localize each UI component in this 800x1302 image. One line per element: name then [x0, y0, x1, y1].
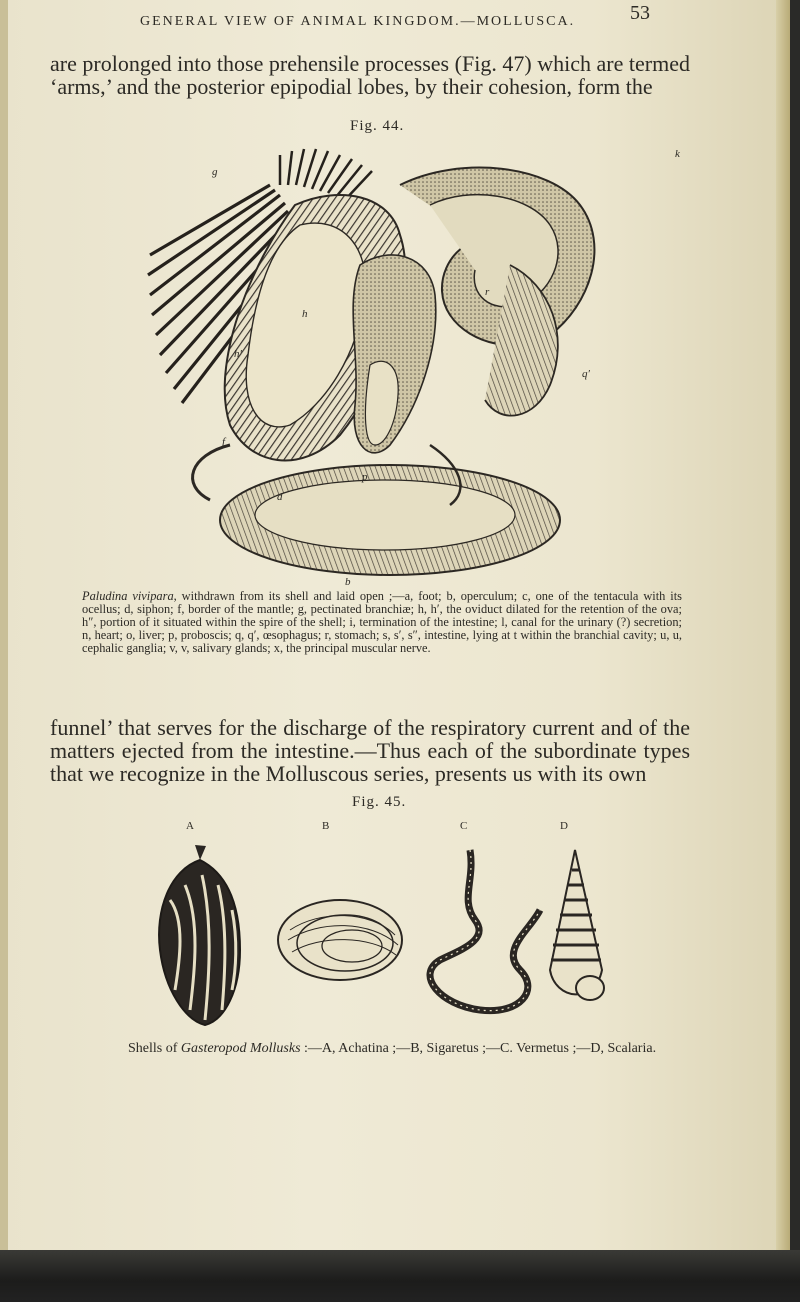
running-head: GENERAL VIEW OF ANIMAL KINGDOM.—MOLLUSCA.: [140, 14, 576, 29]
caption-species: Paludina vivipara: [82, 589, 174, 603]
shell-letter-b: B: [322, 820, 330, 832]
book-binding-edge: [0, 1250, 800, 1302]
figure-44-caption: [82, 590, 682, 655]
caption-body: , withdrawn from its shell and laid open ;—a, foot; b, operculum; c, one of the tentacula with its ocellus; d, siphon; f, border of the mantle; g, pectinated branchiæ; h, h′, the oviduct dilated for the retention of the ova; h″, portion of it situated within the spire of the shell; i, termination of the intestine; l, canal for the urinary (?) secretion; n, heart; o, liver; p, proboscis; q, q′, œsophagus; r, stomach; s, s′, s″, intestine, lying at t within the branchial cavity; u, u, cephalic ganglia; v, v, salivary glands; x, the principal muscular nerve.: [82, 589, 682, 655]
intro-paragraph: are prolonged into those prehensile processes (Fig. 47) which are termed ‘arms,’ and the posterior epipodial lobes, by their cohesion, form the: [50, 51, 690, 99]
figure-45-caption: [128, 1041, 728, 1057]
shell-letter-d: D: [560, 820, 568, 832]
fig44-letter-p: p: [362, 471, 368, 483]
figure-44-label: Fig. 44.: [350, 118, 405, 134]
middle-paragraph: funnel’ that serves for the discharge of the respiratory current and of the matters ejected from the intestine.—Thus each of the subordinate types that we recognize in the Molluscous series, presents us with its own: [50, 715, 690, 786]
fig44-letter-k: k: [675, 148, 680, 160]
shells-caption-italic: Gasteropod Mollusks: [180, 1041, 301, 1056]
fig44-letter-d: d: [277, 491, 283, 503]
figure-45-label: Fig. 45.: [352, 794, 407, 810]
shell-achatina: [159, 845, 240, 1025]
fig44-letter-q-prime: q′: [582, 368, 590, 380]
fig44-letter-f: f: [222, 436, 226, 448]
fig44-letter-g: g: [212, 166, 218, 178]
page-number: 53: [630, 2, 650, 24]
shell-scalaria: [550, 850, 604, 1000]
fig44-letter-h-prime: h′: [234, 348, 242, 360]
shell-vermetus: [430, 850, 540, 1011]
shells-caption-prefix: Shells of: [128, 1041, 181, 1056]
fig44-letter-b: b: [345, 576, 351, 585]
shell-letter-a: A: [186, 820, 194, 832]
fig44-letter-h: h: [302, 308, 308, 320]
gasteropod-shells-illustration: [140, 840, 620, 1030]
shell-sigaretus: [278, 900, 402, 980]
paludina-dissection-illustration: [130, 145, 690, 585]
shell-letter-c: C: [460, 820, 468, 832]
fig44-letter-r: r: [485, 286, 490, 298]
shells-caption-text: :—A, Achatina ;—B, Sigaretus ;—C. Vermetus ;—D, Scalaria.: [300, 1041, 657, 1056]
page-left-edge: [0, 0, 8, 1250]
page-right-edge: [776, 0, 790, 1250]
